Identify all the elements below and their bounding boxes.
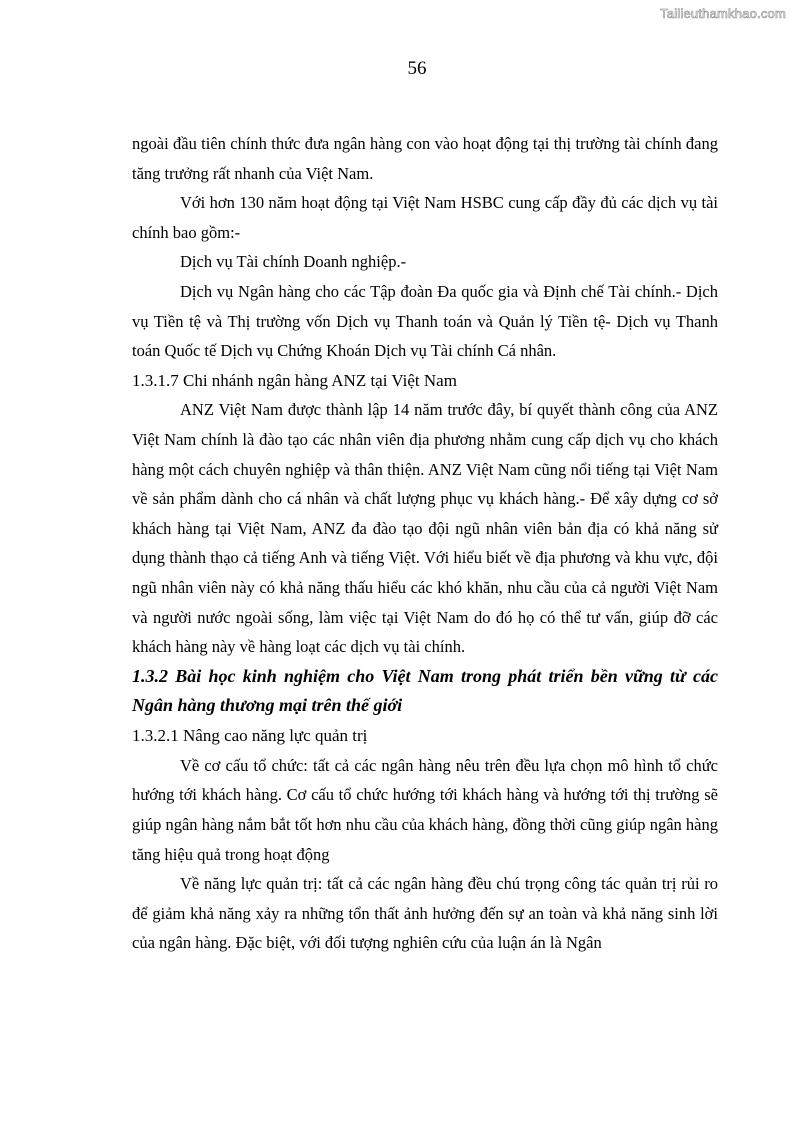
paragraph-hsbc-services-intro: Với hơn 130 năm hoạt động tại Việt Nam HSBC cung cấp đầy đủ các dịch vụ tài chính bao gồm:-	[132, 193, 718, 242]
watermark-text: Tailieuthamkhao.com	[660, 6, 786, 21]
paragraph-management-capacity: Về năng lực quản trị: tất cả các ngân hàng đều chú trọng công tác quản trị rủi ro để giảm khả năng xảy ra những tổn thất ảnh hưởng đến sự an toàn và khả năng sinh lời của ngân hàng. Đặc biệt, với đối tượng nghiên cứu của luận án là Ngân	[132, 874, 718, 953]
paragraph-service-list: Dịch vụ Ngân hàng cho các Tập đoàn Đa quốc gia và Định chế Tài chính.- Dịch vụ Tiền tệ và Thị trường vốn Dịch vụ Thanh toán và Quản lý Tiền tệ- Dịch vụ Thanh toán Quốc tế Dịch vụ Chứng Khoán Dịch vụ Tài chính Cá nhân.	[132, 281, 718, 361]
paragraph-organizational-structure: Về cơ cấu tổ chức: tất cả các ngân hàng nêu trên đều lựa chọn mô hình tổ chức hướng tới khách hàng. Cơ cấu tổ chức hướng tới khách hàng và hướng tới thị trường sẽ giúp ngân hàng nắm bắt tốt hơn nhu cầu của khách hàng, đồng thời cũng giúp ngân hàng tăng hiệu quả trong hoạt động	[132, 755, 718, 864]
section-heading-1-3-1-7: 1.3.1.7 Chi nhánh ngân hàng ANZ tại Việt Nam	[132, 370, 457, 390]
paragraph-corporate-finance: Dịch vụ Tài chính Doanh nghiệp.-	[180, 252, 407, 272]
paragraph-anz-vietnam: ANZ Việt Nam được thành lập 14 năm trước đây, bí quyết thành công của ANZ Việt Nam chính là đào tạo các nhân viên địa phương nhằm cung cấp dịch vụ cho khách hàng một cách chuyên nghiệp và thân thiện. ANZ Việt Nam cũng nổi tiếng tại Việt Nam về sản phẩm dành cho cá nhân và chất lượng phục vụ khách hàng.- Để xây dựng cơ sở khách hàng tại Việt Nam, ANZ đa đào tạo đội ngũ nhân viên bản địa có khả năng sử dụng thành thạo cả tiếng Anh và tiếng Việt. Với hiểu biết về địa phương và khu vực, đội ngũ nhân viên này có khả năng thấu hiểu các khó khăn, nhu cầu của cả người Việt Nam và người nước ngoài sống, làm việc tại Việt Nam do đó họ có thể tư vấn, giúp đỡ các khách hàng này về hàng loạt các dịch vụ tài chính.	[132, 400, 718, 657]
section-heading-1-3-2-1: 1.3.2.1 Nâng cao năng lực quản trị	[132, 726, 368, 746]
page-number: 56	[407, 58, 427, 79]
paragraph-continuation: ngoài đầu tiên chính thức đưa ngân hàng con vào hoạt động tại thị trường tài chính đang tăng trưởng rất nhanh của Việt Nam.	[132, 134, 718, 183]
page-body	[132, 129, 718, 958]
section-heading-1-3-2: 1.3.2 Bài học kinh nghiệm cho Việt Nam trong phát triển bền vững từ các Ngân hàng thương mại trên thế giới	[132, 665, 718, 716]
